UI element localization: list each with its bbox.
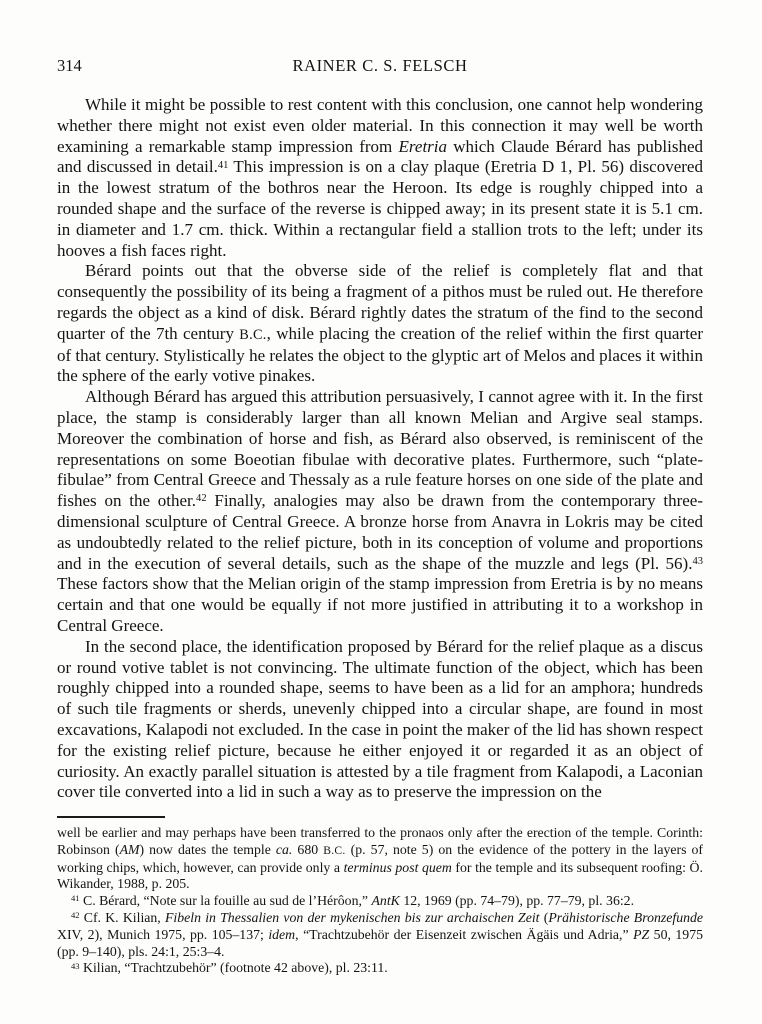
footnote-43: $^{43}$ Kilian, “Trachtzubehör” (footnote 42 above), pl. 23:11.	[71, 960, 388, 976]
body-paragraph-3: Although Bérard has argued this attribution persuasively, I cannot agree with it. In the first place, the stamp is considerably larger than all known Melian and Argive seal stamps. Moreover the combination of horse and fish, as Bérard also observed, is reminiscent of the representations on some Boeotian fibulae with decorative plates. Furthermore, such “plate-fibulae” from Central Greece and Thessaly as a rule feature horses on one side of the plate and fishes on the other.$^{42}$ Finally, analogies may also be drawn from the contemporary three-dimensional sculpture of Central Greece. A bronze horse from Anavra in Lokris may be cited as undoubtedly related to the relief picture, both in its conception of volume and proportions and in the execution of several details, such as the shape of the muzzle and legs (Pl. 56).$^{43}$ These factors show that the Melian origin of the stamp impression from Eretria is by no means certain and that one would be equally if not more justified in attributing it to a workshop in Central Greece.	[57, 387, 704, 635]
running-head-author: RAINER C. S. FELSCH	[292, 56, 468, 75]
body-paragraph-4: In the second place, the identification proposed by Bérard for the relief plaque as a discus or round votive tablet is not convincing. The ultimate function of the object, which has been roughly chipped into a rounded shape, seems to have been as a lid for an amphora; hundreds of such tile fragments or sherds, unevenly chipped into a circular shape, are found in most excavations, Kalapodi not excluded. In the case in point the maker of the lid has shown respect for the existing relief picture, because he either enjoyed it or regarded it as an object of curiosity. An exactly parallel situation is attested by a tile fragment from Kalapodi, a Laconian cover tile converted into a lid in such a way as to preserve the impression on the	[57, 636, 703, 802]
footnote-41: $^{41}$ C. Bérard, “Note sur la fouille au sud de l’Hérôon,” AntK 12, 1969 (pp. 74–79), pp. 77–79, pl. 36:2.	[71, 893, 635, 909]
running-header	[57, 56, 703, 75]
text-block	[57, 56, 703, 977]
page-number: 314	[57, 56, 82, 75]
footnote-42: $^{42}$ Cf. K. Kilian, Fibeln in Thessalien von der mykenischen bis zur archaischen Zeit (Prähistorische Bronzefunde XIV, 2), Munich 1975, pp. 105–137; idem, “Trachtzubehör der Eisenzeit zwischen Ägäis und Adria,” PZ 50, 1975 (pp. 9–140), pls. 24:1, 25:3–4.	[57, 910, 704, 959]
body-paragraph-2: Bérard points out that the obverse side of the relief is completely flat and that consequently the possibility of its being a fragment of a pithos must be ruled out. He therefore regards the object as a kind of disk. Bérard rightly dates the stratum of the find to the second quarter of the 7th century B.C., while placing the creation of the relief within the first quarter of that century. Stylistically he relates the object to the glyptic art of Melos and places it within the sphere of the early votive pinakes.	[57, 261, 704, 386]
body-paragraph-1: While it might be possible to rest content with this conclusion, one cannot help wondering whether there might not exist even older material. In this connection it may well be worth examining a remarkable stamp impression from Eretria which Claude Bérard has published and discussed in detail.$^{41}$ This impression is on a clay plaque (Eretria D 1, Pl. 56) discovered in the lowest stratum of the bothros near the Heroon. Its edge is roughly chipped into a rounded shape and the surface of the reverse is chipped away; in its present state it is 5.1 cm. in diameter and 1.7 cm. thick. Within a rectangular field a stallion trots to the left; under its hooves a fish faces right.	[57, 95, 703, 260]
footnote-separator-rule	[57, 816, 165, 818]
footnote-section	[57, 816, 703, 977]
article-body	[57, 95, 703, 803]
footnote-continuation: well be earlier and may perhaps have been transferred to the pronaos only after the erection of the temple. Corinth: Robinson (AM) now dates the temple ca. 680 B.C. (p. 57, note 5) on the evidence of the pottery in the layers of working chips, which, however, can provide only a terminus post quem for the temple and its subsequent roofing: Ö. Wikander, 1988, p. 205.	[57, 825, 703, 892]
